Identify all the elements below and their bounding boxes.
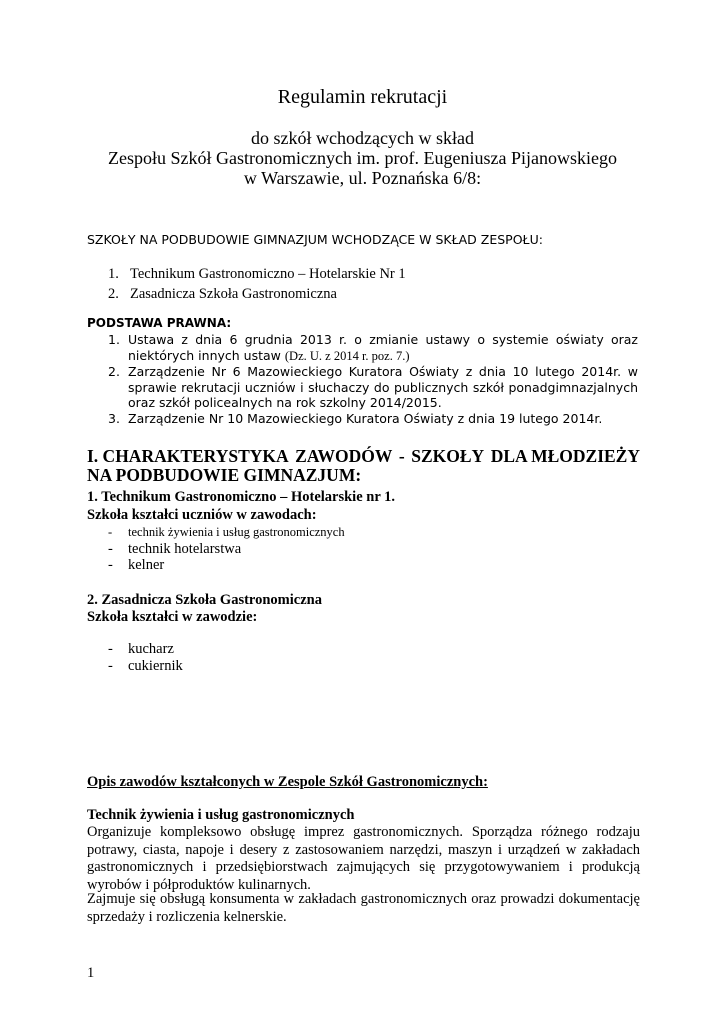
school2-heading: 2. Zasadnicza Szkoła Gastronomiczna xyxy=(87,592,322,608)
list-item xyxy=(108,284,406,304)
list-item xyxy=(108,658,183,675)
list-item xyxy=(108,332,638,364)
subtitle-line: w Warszawie, ul. Poznańska 6/8: xyxy=(243,168,482,188)
bullet-dash: - xyxy=(108,525,113,539)
list-text: Zarządzenie Nr 6 Mazowieckiego Kuratora Oświaty z dnia 10 lutego 2014r. w sprawie rekrutacji uczniów i słuchaczy do publicznych szkół ponadgimnazjalnych oraz szkół policealnych na rok szkolny 2014/2015. xyxy=(128,364,638,410)
list-number: 2. xyxy=(108,364,120,379)
list-text: kelner xyxy=(128,557,165,573)
bullet-dash: - xyxy=(108,540,113,557)
school2-professions xyxy=(108,641,183,674)
legal-reference: (Dz. U. z 2014 r. poz. 7.) xyxy=(284,348,410,363)
list-text: Zarządzenie Nr 10 Mazowieckiego Kuratora Oświaty z dnia 19 lutego 2014r. xyxy=(128,410,603,426)
list-item xyxy=(108,364,638,411)
schools-heading: SZKOŁY NA PODBUDOWIE GIMNAZJUM WCHODZĄCE W SKŁAD ZESPOŁU: xyxy=(87,232,543,247)
school1-subheading: Szkoła kształci uczniów w zawodach: xyxy=(87,507,317,523)
section-heading-part: - xyxy=(398,446,405,466)
list-number: 1. xyxy=(108,332,120,347)
subtitle-line: do szkół wchodzących w skład xyxy=(251,128,474,148)
bullet-dash: - xyxy=(108,657,113,674)
list-number: 3. xyxy=(108,410,120,426)
list-text: Technikum Gastronomiczno – Hotelarskie Nr 1 xyxy=(130,266,406,282)
list-item xyxy=(108,541,345,558)
subtitle-line: Zespołu Szkół Gastronomicznych im. prof. Eugeniusza Pijanowskiego xyxy=(108,148,617,168)
list-item xyxy=(108,557,345,574)
list-item xyxy=(108,524,345,541)
bullet-dash: - xyxy=(108,641,113,657)
profession-description: Organizuje kompleksowo obsługę imprez gastronomicznych. Sporządza różnego rodzaju potrawy, ciasta, napoje i desery z zastosowaniem narzędzi, maszyn i urządzeń w zakładach gastronomicznych i przedsiębiorstwach zajmujących się przygotowywaniem i produkcją wyrobów i półproduktów kulinarnych. xyxy=(87,824,640,893)
schools-list xyxy=(108,264,406,304)
page-number: 1 xyxy=(87,965,95,981)
school1-heading: 1. Technikum Gastronomiczno – Hotelarskie nr 1. xyxy=(87,489,396,505)
list-number: 2. xyxy=(108,286,119,302)
section-heading-part: ZAWODÓW xyxy=(295,446,393,466)
list-text: cukiernik xyxy=(128,657,183,674)
school2-subheading: Szkoła kształci w zawodzie: xyxy=(87,609,258,625)
bullet-dash: - xyxy=(108,557,113,573)
list-item xyxy=(108,411,638,427)
document-subtitle xyxy=(0,128,725,188)
section-heading-line2: NA PODBUDOWIE GIMNAZJUM: xyxy=(87,465,362,485)
list-text: kucharz xyxy=(128,641,174,657)
section-heading-part: SZKOŁY xyxy=(411,446,485,466)
list-text: Zasadnicza Szkoła Gastronomiczna xyxy=(130,286,337,302)
list-item xyxy=(108,264,406,284)
list-text: Ustawa z dnia 6 grudnia 2013 r. o zmianie ustawy o systemie oświaty oraz niektórych innych ustaw xyxy=(128,332,638,363)
professions-description-heading: Opis zawodów kształconych w Zespole Szkół Gastronomicznych: xyxy=(87,774,488,790)
legal-basis-list xyxy=(108,332,638,426)
list-item xyxy=(108,641,183,658)
list-number: 1. xyxy=(108,266,119,282)
list-text: technik hotelarstwa xyxy=(128,540,242,557)
document-title: Regulamin rekrutacji xyxy=(277,86,448,108)
section-heading-part: DLA MŁODZIEŻY xyxy=(490,446,640,466)
profession-heading: Technik żywienia i usług gastronomicznych xyxy=(87,807,355,823)
section-heading-part: I. CHARAKTERYSTYKA xyxy=(87,446,289,466)
list-text: technik żywienia i usług gastronomicznych xyxy=(128,525,345,539)
profession-description: Zajmuje się obsługą konsumenta w zakładach gastronomicznych oraz prowadzi dokumentację sprzedaży i rozliczenia kelnerskie. xyxy=(87,891,640,925)
legal-heading: PODSTAWA PRAWNA: xyxy=(87,316,232,330)
school1-professions xyxy=(108,524,345,574)
section-heading xyxy=(87,447,640,485)
